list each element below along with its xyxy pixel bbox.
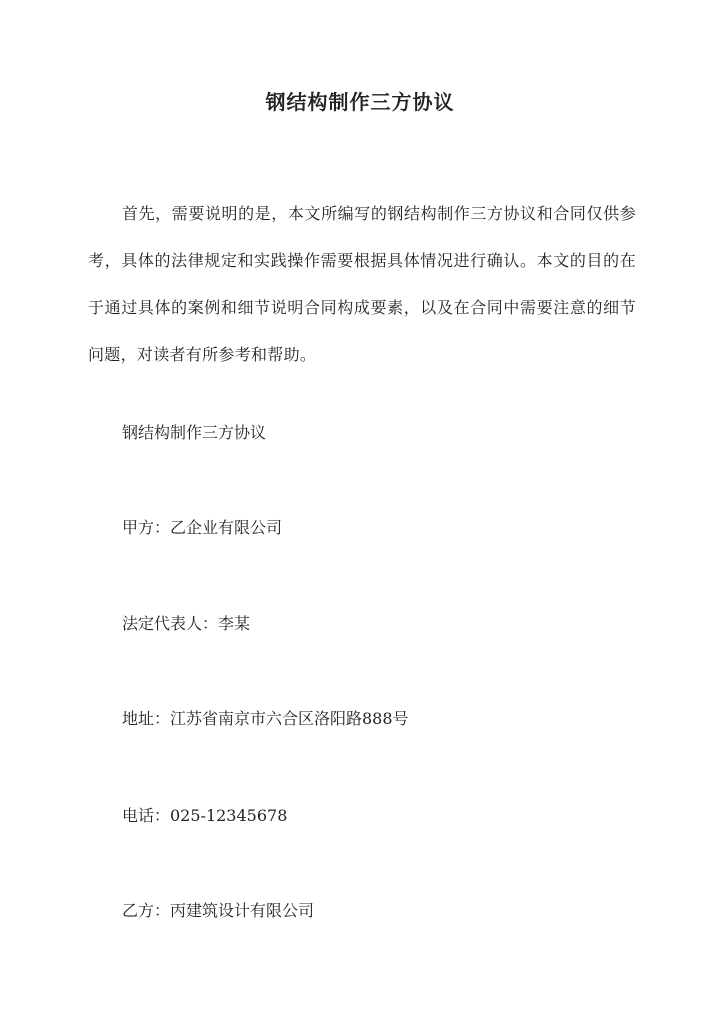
party-b-line: 乙方：丙建筑设计有限公司 (122, 901, 315, 920)
agreement-heading: 钢结构制作三方协议 (122, 423, 267, 442)
address-line: 地址：江苏省南京市六合区洛阳路888号 (122, 709, 409, 728)
legal-representative-line: 法定代表人：李某 (122, 614, 251, 633)
document-title: 钢结构制作三方协议 (265, 90, 455, 114)
intro-paragraph: 首先，需要说明的是，本文所编写的钢结构制作三方协议和合同仅供参考，具体的法律规定和实践操作需要根据具体情况进行确认。本文的目的在于通过具体的案例和细节说明合同构成要素，以及在合同中需要注意的细节问题，对读者有所参考和帮助。 (88, 204, 636, 364)
party-a-line: 甲方：乙企业有限公司 (122, 518, 283, 537)
phone-line: 电话：025-12345678 (122, 806, 288, 825)
